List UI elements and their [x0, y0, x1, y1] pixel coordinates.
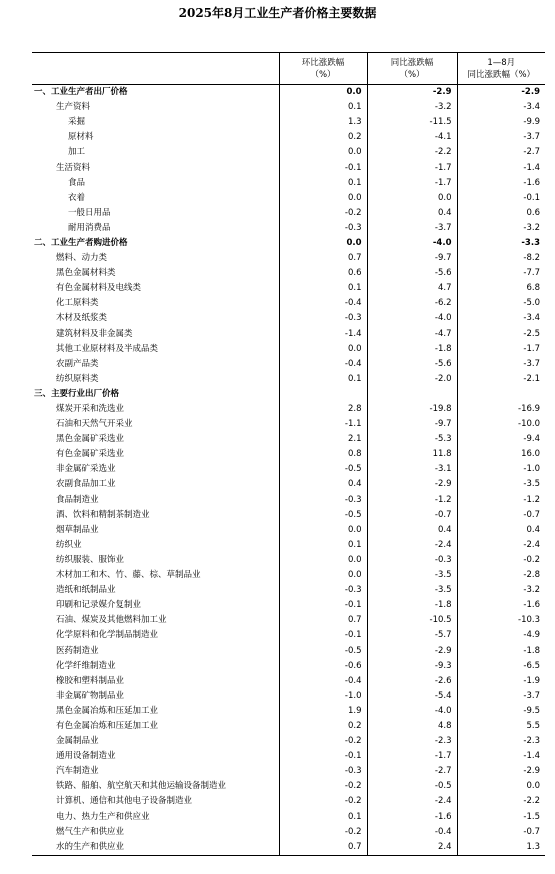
row-mom-value: 0.1 [279, 810, 367, 825]
row-yoy-value: -6.2 [367, 296, 457, 311]
row-label: 农副产品类 [56, 358, 99, 369]
row-ytd-value: -2.1 [457, 372, 545, 387]
table-row [32, 719, 545, 734]
row-ytd-value: -1.6 [457, 176, 545, 191]
table-row [32, 749, 545, 764]
row-mom-value: -0.5 [279, 462, 367, 477]
row-mom-value: 0.1 [279, 176, 367, 191]
row-mom-value: 0.7 [279, 251, 367, 266]
row-label: 纺织业 [56, 539, 82, 550]
row-yoy-value: 2.4 [367, 840, 457, 856]
table-row [32, 613, 545, 628]
row-label: 黑色金属材料类 [56, 268, 116, 279]
row-label: 燃料、动力类 [56, 253, 108, 264]
row-mom-value: -0.6 [279, 659, 367, 674]
row-mom-value: 0.0 [279, 523, 367, 538]
row-mom-value: -0.1 [279, 749, 367, 764]
row-ytd-value: -0.7 [457, 825, 545, 840]
row-ytd-value: -3.7 [457, 357, 545, 372]
row-yoy-value: -3.1 [367, 462, 457, 477]
row-label: 造纸和纸制品业 [56, 585, 116, 596]
row-mom-value: 0.2 [279, 719, 367, 734]
row-yoy-value: -10.5 [367, 613, 457, 628]
row-yoy-value: 11.8 [367, 447, 457, 462]
row-ytd-value: -2.9 [457, 764, 545, 779]
row-yoy-value: -1.7 [367, 160, 457, 175]
row-yoy-value: 0.4 [367, 206, 457, 221]
row-mom-value: -0.5 [279, 643, 367, 658]
row-ytd-value: -4.9 [457, 628, 545, 643]
header-ytd: 1—8月 同比涨跌幅（%） [457, 53, 545, 85]
row-mom-value: 0.7 [279, 613, 367, 628]
row-yoy-value: -4.1 [367, 130, 457, 145]
row-mom-value: 0.0 [279, 236, 367, 251]
row-ytd-value: -8.2 [457, 251, 545, 266]
row-mom-value: 0.6 [279, 266, 367, 281]
row-label: 一、工业生产者出厂价格 [34, 87, 128, 98]
row-yoy-value: -5.3 [367, 432, 457, 447]
row-mom-value: -1.4 [279, 327, 367, 342]
row-ytd-value: -3.5 [457, 477, 545, 492]
row-label: 非金属矿物制品业 [56, 690, 125, 701]
row-ytd-value: -1.9 [457, 674, 545, 689]
table-row [32, 734, 545, 749]
row-yoy-value: -3.5 [367, 583, 457, 598]
table-row [32, 417, 545, 432]
row-ytd-value: -0.1 [457, 191, 545, 206]
row-ytd-value: 0.0 [457, 779, 545, 794]
row-yoy-value: -2.9 [367, 477, 457, 492]
row-label: 采掘 [68, 117, 86, 128]
row-mom-value: -0.4 [279, 674, 367, 689]
table-row [32, 296, 545, 311]
row-label: 加工 [68, 147, 86, 158]
row-yoy-value: -4.7 [367, 327, 457, 342]
table-row [32, 538, 545, 553]
row-yoy-value: -4.0 [367, 236, 457, 251]
row-ytd-value: -3.2 [457, 583, 545, 598]
row-yoy-value: -1.2 [367, 493, 457, 508]
row-mom-value: 0.0 [279, 342, 367, 357]
table-row [32, 311, 545, 326]
table-row [32, 206, 545, 221]
row-yoy-value: 0.0 [367, 191, 457, 206]
row-mom-value: 0.8 [279, 447, 367, 462]
row-label: 医药制造业 [56, 645, 99, 656]
table-row [32, 191, 545, 206]
row-ytd-value: -2.2 [457, 794, 545, 809]
table-row [32, 794, 545, 809]
row-yoy-value: -1.7 [367, 749, 457, 764]
row-label: 其他工业原材料及半成品类 [56, 343, 159, 354]
row-ytd-value: -1.4 [457, 160, 545, 175]
header-indicator [32, 53, 279, 85]
table-row [32, 523, 545, 538]
row-mom-value: -0.2 [279, 794, 367, 809]
table-row [32, 357, 545, 372]
table-row [32, 236, 545, 251]
row-yoy-value: 4.8 [367, 719, 457, 734]
row-yoy-value: -5.4 [367, 689, 457, 704]
table-row [32, 115, 545, 130]
row-ytd-value: -2.5 [457, 327, 545, 342]
row-ytd-value: -0.2 [457, 553, 545, 568]
row-ytd-value: -10.3 [457, 613, 545, 628]
table-row [32, 342, 545, 357]
row-yoy-value: -5.7 [367, 628, 457, 643]
row-ytd-value: -10.0 [457, 417, 545, 432]
row-label: 食品制造业 [56, 494, 99, 505]
table-body [32, 85, 545, 856]
table-row [32, 266, 545, 281]
row-label: 燃气生产和供应业 [56, 826, 125, 837]
row-ytd-value: 16.0 [457, 447, 545, 462]
row-label: 化工原料类 [56, 298, 99, 309]
row-mom-value [279, 387, 367, 402]
row-yoy-value: -2.4 [367, 538, 457, 553]
table-row [32, 477, 545, 492]
row-label: 农副食品加工业 [56, 479, 116, 490]
table-row [32, 100, 545, 115]
row-mom-value: 0.2 [279, 130, 367, 145]
row-ytd-value: -1.4 [457, 749, 545, 764]
row-mom-value: 2.1 [279, 432, 367, 447]
row-label: 铁路、船舶、航空航天和其他运输设备制造业 [56, 781, 227, 792]
row-mom-value: -0.4 [279, 357, 367, 372]
row-mom-value: -0.1 [279, 598, 367, 613]
row-mom-value: -0.2 [279, 825, 367, 840]
row-yoy-value: 4.7 [367, 281, 457, 296]
row-ytd-value: -1.6 [457, 598, 545, 613]
row-yoy-value: -9.7 [367, 251, 457, 266]
table-row [32, 145, 545, 160]
row-mom-value: -1.0 [279, 689, 367, 704]
row-label: 通用设备制造业 [56, 751, 116, 762]
table-row [32, 402, 545, 417]
table-row [32, 825, 545, 840]
row-ytd-value: 0.4 [457, 523, 545, 538]
row-mom-value: 0.1 [279, 372, 367, 387]
row-ytd-value: -3.3 [457, 236, 545, 251]
row-mom-value: -0.3 [279, 493, 367, 508]
row-label: 三、主要行业出厂价格 [34, 388, 120, 399]
row-ytd-value: -1.5 [457, 810, 545, 825]
row-yoy-value: -0.7 [367, 508, 457, 523]
table-row [32, 598, 545, 613]
table-row [32, 432, 545, 447]
row-mom-value: -0.1 [279, 160, 367, 175]
row-label: 一般日用品 [68, 207, 111, 218]
row-ytd-value: -3.2 [457, 221, 545, 236]
row-label: 化学纤维制造业 [56, 660, 116, 671]
row-label: 非金属矿采选业 [56, 464, 116, 475]
row-mom-value: -1.1 [279, 417, 367, 432]
row-mom-value: 0.0 [279, 191, 367, 206]
table-row [32, 281, 545, 296]
row-label: 生活资料 [56, 162, 91, 173]
table-row [32, 251, 545, 266]
row-ytd-value: 1.3 [457, 840, 545, 856]
table-row [32, 160, 545, 175]
row-ytd-value: -16.9 [457, 402, 545, 417]
table-row [32, 176, 545, 191]
row-ytd-value: -3.4 [457, 100, 545, 115]
row-label: 水的生产和供应业 [32, 840, 279, 856]
row-mom-value: 0.7 [279, 840, 367, 856]
row-label: 有色金属矿采选业 [56, 449, 125, 460]
row-ytd-value: -1.8 [457, 643, 545, 658]
row-label: 印刷和记录媒介复制业 [56, 600, 142, 611]
row-label: 金属制品业 [56, 736, 99, 747]
table-row [32, 568, 545, 583]
table-row [32, 628, 545, 643]
row-mom-value: 0.0 [279, 568, 367, 583]
row-mom-value: -0.3 [279, 311, 367, 326]
row-yoy-value: -9.7 [367, 417, 457, 432]
row-yoy-value: -4.0 [367, 311, 457, 326]
table-row [32, 583, 545, 598]
header-yoy: 同比涨跌幅 （%） [367, 53, 457, 85]
row-ytd-value: -0.7 [457, 508, 545, 523]
row-ytd-value: -1.0 [457, 462, 545, 477]
row-yoy-value: -2.0 [367, 372, 457, 387]
row-label: 汽车制造业 [56, 766, 99, 777]
row-yoy-value: -2.9 [367, 643, 457, 658]
row-mom-value: 1.3 [279, 115, 367, 130]
row-label: 计算机、通信和其他电子设备制造业 [56, 796, 193, 807]
table-row [32, 553, 545, 568]
row-ytd-value: -2.8 [457, 568, 545, 583]
row-mom-value: -0.3 [279, 583, 367, 598]
row-mom-value: 0.0 [279, 85, 367, 101]
row-yoy-value: -1.7 [367, 176, 457, 191]
table-row [32, 372, 545, 387]
table-row [32, 130, 545, 145]
row-yoy-value: -3.2 [367, 100, 457, 115]
row-yoy-value: -1.6 [367, 810, 457, 825]
row-mom-value: 0.1 [279, 281, 367, 296]
header-mom: 环比涨跌幅 （%） [279, 53, 367, 85]
table-row [32, 779, 545, 794]
row-label: 纺织服装、服饰业 [56, 554, 125, 565]
row-mom-value: -0.3 [279, 764, 367, 779]
row-mom-value: 0.1 [279, 100, 367, 115]
row-label: 煤炭开采和洗选业 [56, 404, 125, 415]
table-row [32, 674, 545, 689]
row-yoy-value: 0.4 [367, 523, 457, 538]
table-header-row [32, 53, 545, 85]
row-mom-value: -0.1 [279, 628, 367, 643]
row-yoy-value: -2.9 [367, 85, 457, 101]
row-mom-value: -0.3 [279, 221, 367, 236]
row-label: 石油和天然气开采业 [56, 419, 133, 430]
row-ytd-value: -2.3 [457, 734, 545, 749]
row-ytd-value: -9.5 [457, 704, 545, 719]
row-ytd-value: -9.4 [457, 432, 545, 447]
row-label: 食品 [68, 177, 86, 188]
row-yoy-value: -4.0 [367, 704, 457, 719]
row-label: 黑色金属矿采选业 [56, 434, 125, 445]
row-yoy-value: -3.5 [367, 568, 457, 583]
table-row [32, 221, 545, 236]
row-yoy-value: -2.3 [367, 734, 457, 749]
row-ytd-value: -5.0 [457, 296, 545, 311]
row-yoy-value: -1.8 [367, 598, 457, 613]
row-ytd-value: -3.4 [457, 311, 545, 326]
row-ytd-value: -2.4 [457, 538, 545, 553]
row-mom-value: 0.0 [279, 145, 367, 160]
row-yoy-value: -0.3 [367, 553, 457, 568]
row-label: 有色金属材料及电线类 [56, 283, 142, 294]
row-ytd-value: -3.7 [457, 689, 545, 704]
row-ytd-value: 5.5 [457, 719, 545, 734]
row-label: 电力、热力生产和供应业 [56, 811, 150, 822]
row-label: 纺织原料类 [56, 373, 99, 384]
row-label: 酒、饮料和精制茶制造业 [56, 509, 150, 520]
row-yoy-value: -2.2 [367, 145, 457, 160]
row-ytd-value: -3.7 [457, 130, 545, 145]
row-yoy-value: -2.4 [367, 794, 457, 809]
row-ytd-value: -1.2 [457, 493, 545, 508]
row-label: 生产资料 [56, 102, 91, 113]
row-mom-value: 1.9 [279, 704, 367, 719]
table-row [32, 840, 545, 856]
row-ytd-value: -7.7 [457, 266, 545, 281]
row-yoy-value: -5.6 [367, 357, 457, 372]
table-row [32, 387, 545, 402]
document-title: 2025年8月工业生产者价格主要数据 [178, 6, 377, 20]
row-yoy-value: -0.5 [367, 779, 457, 794]
table-row [32, 508, 545, 523]
row-label: 木材加工和木、竹、藤、棕、草制品业 [56, 570, 201, 581]
row-yoy-value: -9.3 [367, 659, 457, 674]
row-yoy-value: -1.8 [367, 342, 457, 357]
row-label: 建筑材料及非金属类 [56, 328, 133, 339]
row-ytd-value [457, 387, 545, 402]
row-label: 烟草制品业 [56, 524, 99, 535]
row-mom-value: -0.2 [279, 779, 367, 794]
row-mom-value: -0.2 [279, 206, 367, 221]
table-row [32, 462, 545, 477]
row-mom-value: 0.1 [279, 538, 367, 553]
row-yoy-value: -2.7 [367, 764, 457, 779]
row-mom-value: 0.0 [279, 553, 367, 568]
row-label: 化学原料和化学制品制造业 [56, 630, 159, 641]
row-label: 石油、煤炭及其他燃料加工业 [56, 615, 167, 626]
table-row [32, 447, 545, 462]
row-ytd-value: -1.7 [457, 342, 545, 357]
row-label: 原材料 [68, 132, 94, 143]
row-label: 二、工业生产者购进价格 [34, 237, 128, 248]
row-label: 耐用消费品 [68, 222, 111, 233]
row-yoy-value: -19.8 [367, 402, 457, 417]
table-row [32, 327, 545, 342]
row-ytd-value: 0.6 [457, 206, 545, 221]
table-row [32, 659, 545, 674]
table-row [32, 85, 545, 101]
row-yoy-value: -5.6 [367, 266, 457, 281]
row-ytd-value: 6.8 [457, 281, 545, 296]
row-mom-value: -0.5 [279, 508, 367, 523]
row-mom-value: -0.4 [279, 296, 367, 311]
row-yoy-value [367, 387, 457, 402]
row-label: 黑色金属冶炼和压延加工业 [56, 705, 159, 716]
table-row [32, 689, 545, 704]
row-mom-value: 2.8 [279, 402, 367, 417]
table-row [32, 764, 545, 779]
row-yoy-value: -0.4 [367, 825, 457, 840]
table-row [32, 704, 545, 719]
row-yoy-value: -3.7 [367, 221, 457, 236]
price-data-table [32, 52, 545, 856]
row-label: 橡胶和塑料制品业 [56, 675, 125, 686]
row-label: 有色金属冶炼和压延加工业 [56, 720, 159, 731]
row-mom-value: 0.4 [279, 477, 367, 492]
row-yoy-value: -11.5 [367, 115, 457, 130]
row-ytd-value: -2.9 [457, 85, 545, 101]
row-mom-value: -0.2 [279, 734, 367, 749]
table-row [32, 493, 545, 508]
row-yoy-value: -2.6 [367, 674, 457, 689]
row-label: 衣着 [68, 192, 86, 203]
row-label: 木材及纸浆类 [56, 313, 108, 324]
row-ytd-value: -6.5 [457, 659, 545, 674]
table-row [32, 643, 545, 658]
row-ytd-value: -9.9 [457, 115, 545, 130]
table-row [32, 810, 545, 825]
row-ytd-value: -2.7 [457, 145, 545, 160]
